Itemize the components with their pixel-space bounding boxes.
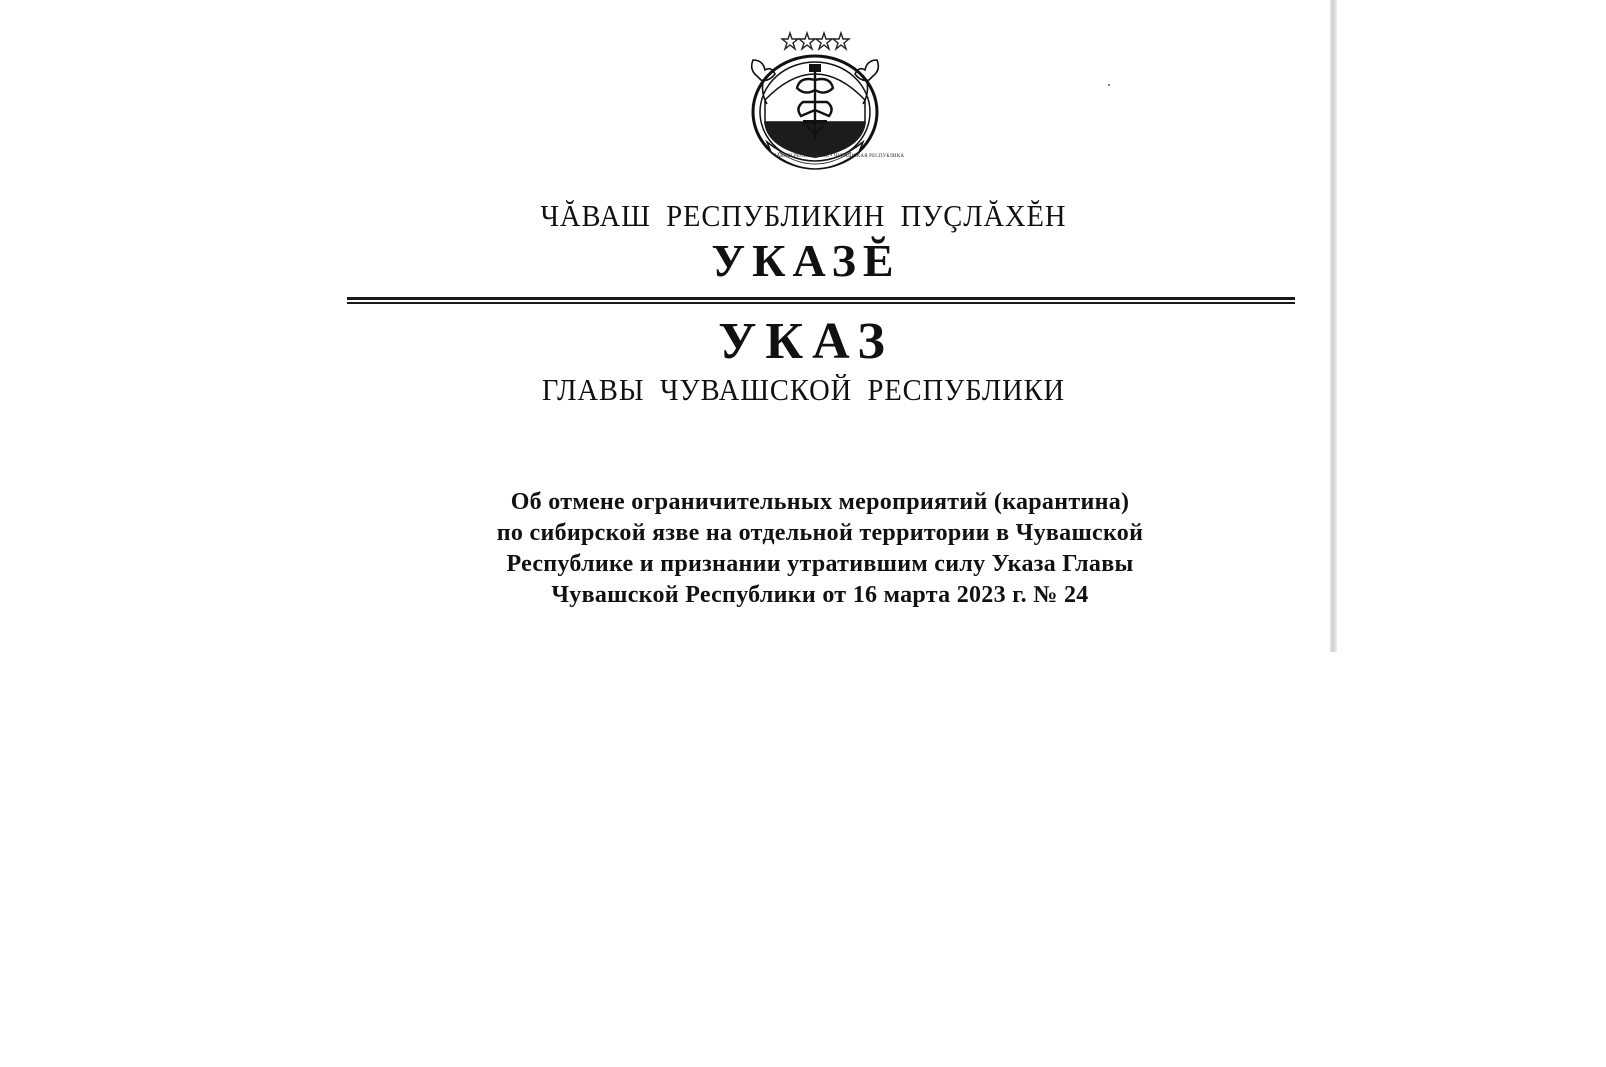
- decree-subject: [430, 487, 1210, 611]
- chuvash-republic-emblem-icon: [745, 30, 905, 172]
- russian-ukaz-heading: УКАЗ: [718, 313, 894, 370]
- subject-line: по сибирской язве на отдельной территории в Чувашской: [496, 520, 1144, 546]
- chuvash-header-title: ЧĂВАШ РЕСПУБЛИКИН ПУÇЛĂХĔН: [540, 198, 1067, 233]
- scan-speck: [1108, 84, 1110, 86]
- header-rule-thin: [347, 302, 1295, 304]
- chuvash-ukaz-heading: УКАЗĔ: [711, 235, 901, 286]
- subject-line: Республике и признании утратившим силу Указа Главы: [506, 551, 1134, 577]
- header-rule-thick: [347, 297, 1295, 300]
- emblem-caption: ЧĂВАШ РЕСПУБЛИКИ • ЧУВАШСКАЯ РЕСПУБЛИКА: [773, 154, 905, 159]
- russian-header-title: ГЛАВЫ ЧУВАШСКОЙ РЕСПУБЛИКИ: [541, 372, 1066, 407]
- subject-line: Об отмене ограничительных мероприятий (карантина): [510, 489, 1130, 515]
- subject-line: Чувашской Республики от 16 марта 2023 г. № 24: [551, 582, 1089, 608]
